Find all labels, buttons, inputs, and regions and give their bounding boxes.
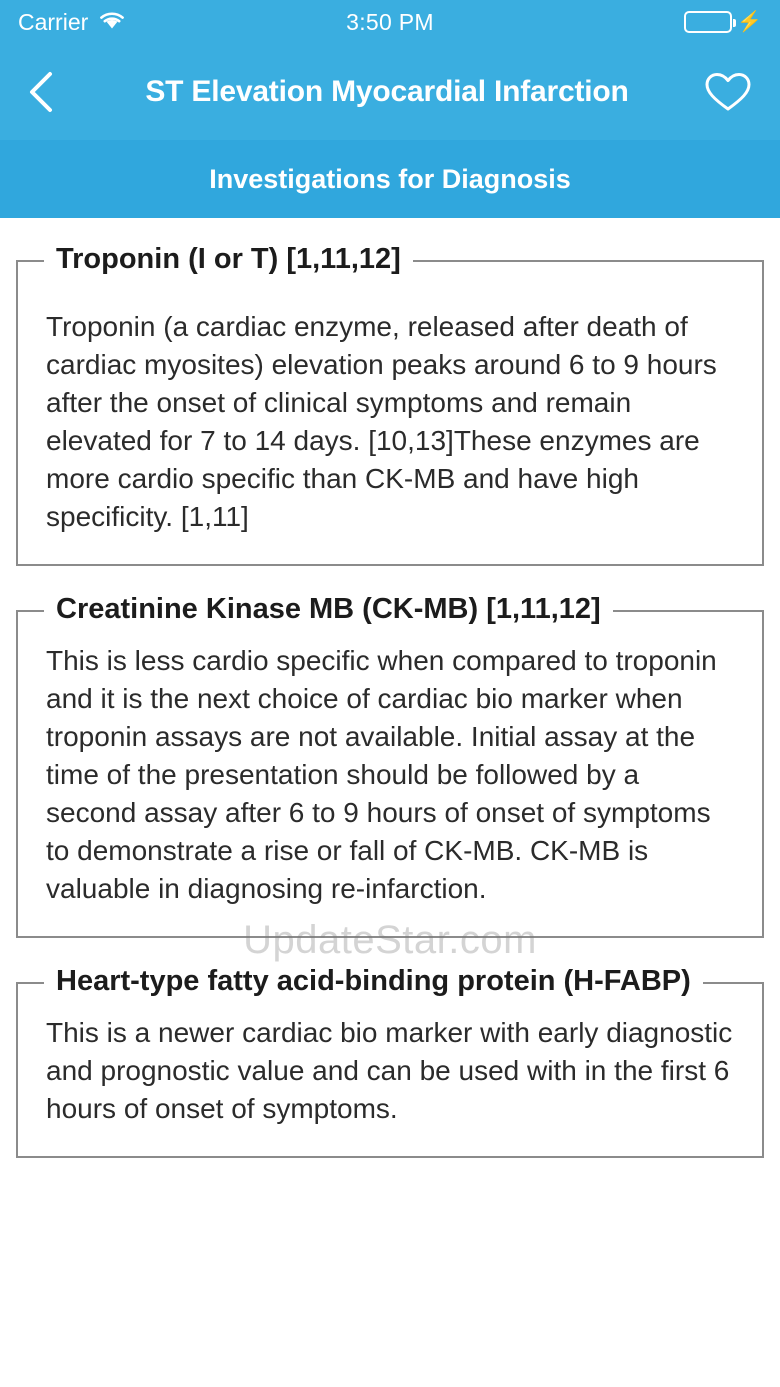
card-body: This is a newer cardiac bio marker with early diagnostic and prognostic value and can be used with in the first 6 hours of onset of symptoms. [46,1017,733,1124]
card-body: Troponin (a cardiac enzyme, released after death of cardiac myosites) elevation peaks around 6 to 9 hours after the onset of clinical symptoms and remain elevated for 7 to 14 days. [10,13]These enzymes are more cardio specific than CK-MB and have high specificity. [1,11] [46,311,717,532]
card-h-fabp [16,965,764,1158]
section-header [0,140,780,218]
heart-outline-icon [702,69,754,115]
card-title: Heart-type fatty acid-binding protein (H-FABP) [44,965,703,998]
card-body: This is less cardio specific when compared to troponin and it is the next choice of cardiac bio marker when troponin assays are not available. Initial assay at the time of the presentation should be followed by a second assay after 6 to 9 hours of onset of symptoms to demonstrate a rise or fall of CK-MB. CK-MB is valuable in diagnosing re-infarction. [46,645,717,904]
chevron-left-icon [26,69,56,115]
status-bar-right [516,11,762,33]
battery-icon [684,11,732,33]
status-bar-clock: 3:50 PM [346,8,434,35]
status-bar-left [18,9,264,36]
wifi-icon [98,9,126,36]
card-troponin [16,243,764,566]
card-title: Troponin (I or T) [1,11,12] [44,243,413,276]
content-scroll-area[interactable] [0,218,780,1387]
card-title: Creatinine Kinase MB (CK-MB) [1,11,12] [44,593,613,626]
lightning-bolt-icon: ⚡ [737,11,762,33]
status-bar [0,0,780,44]
page-title: ST Elevation Myocardial Infarction [145,75,629,108]
favorite-button[interactable] [702,69,754,115]
back-button[interactable] [26,69,72,115]
carrier-label: Carrier [18,8,89,35]
section-header-label: Investigations for Diagnosis [209,163,571,194]
card-ck-mb [16,593,764,938]
navigation-bar [0,44,780,140]
watermark-label: UpdateStar.com [243,918,537,962]
